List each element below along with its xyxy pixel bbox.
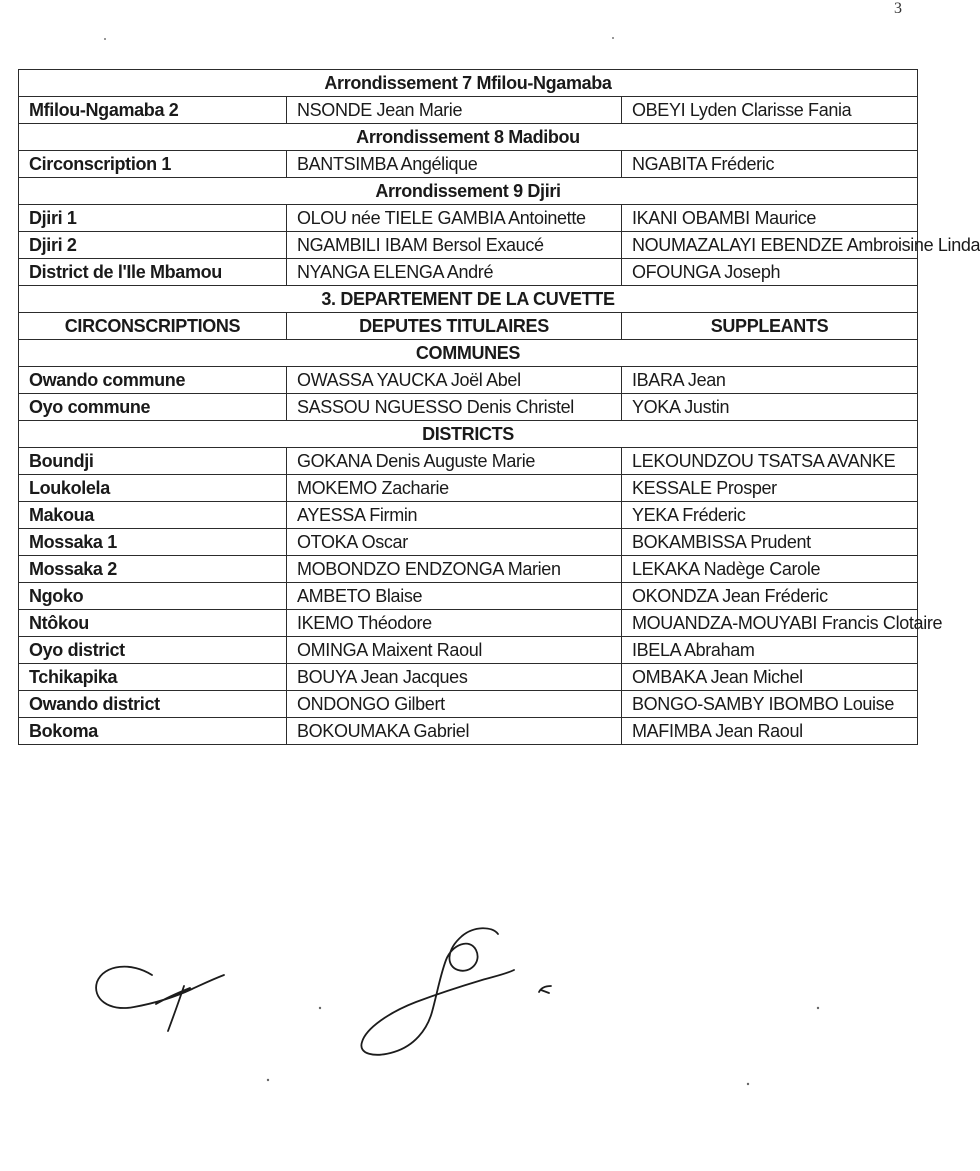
table-row — [19, 367, 918, 394]
column-header-titulaires: DEPUTES TITULAIRES — [287, 313, 622, 340]
circonscription-cell: Ngoko — [19, 583, 287, 610]
circonscription-cell: Owando commune — [19, 367, 287, 394]
table-row — [19, 394, 918, 421]
districts-heading: DISTRICTS — [19, 421, 918, 448]
suppleant-cell: BOKAMBISSA Prudent — [622, 529, 918, 556]
table-row — [19, 529, 918, 556]
arrondissement-9-heading: Arrondissement 9 Djiri — [19, 178, 918, 205]
column-header-suppleants: SUPPLEANTS — [622, 313, 918, 340]
circonscription-cell: Boundji — [19, 448, 287, 475]
table-row — [19, 718, 918, 745]
circonscription-cell: Circonscription 1 — [19, 151, 287, 178]
department-title-row — [19, 286, 918, 313]
suppleant-cell: MOUANDZA-MOUYABI Francis Clotaire — [622, 610, 918, 637]
signatures — [0, 900, 936, 1100]
circonscription-cell: District de l'Ile Mbamou — [19, 259, 287, 286]
suppleant-cell: OFOUNGA Joseph — [622, 259, 918, 286]
suppleant-cell: YOKA Justin — [622, 394, 918, 421]
suppleant-cell: LEKOUNDZOU TSATSA AVANKE — [622, 448, 918, 475]
circonscription-cell: Djiri 2 — [19, 232, 287, 259]
suppleant-cell: NGABITA Fréderic — [622, 151, 918, 178]
titulaire-cell: IKEMO Théodore — [287, 610, 622, 637]
suppleant-cell: IBELA Abraham — [622, 637, 918, 664]
titulaire-cell: NGAMBILI IBAM Bersol Exaucé — [287, 232, 622, 259]
suppleant-cell: LEKAKA Nadège Carole — [622, 556, 918, 583]
circonscription-cell: Loukolela — [19, 475, 287, 502]
signature-left — [96, 967, 224, 1031]
signature-tick — [539, 986, 551, 993]
circonscription-cell: Mfilou-Ngamaba 2 — [19, 97, 287, 124]
suppleant-cell: OMBAKA Jean Michel — [622, 664, 918, 691]
titulaire-cell: AMBETO Blaise — [287, 583, 622, 610]
table-row — [19, 610, 918, 637]
column-header-row — [19, 313, 918, 340]
arrondissement-7-heading: Arrondissement 7 Mfilou-Ngamaba — [19, 70, 918, 97]
signature-right — [361, 928, 514, 1055]
suppleant-cell: IBARA Jean — [622, 367, 918, 394]
section-heading-row — [19, 340, 918, 367]
suppleant-cell: OKONDZA Jean Fréderic — [622, 583, 918, 610]
department-title: 3. DEPARTEMENT DE LA CUVETTE — [19, 286, 918, 313]
scan-speck — [319, 1007, 321, 1009]
titulaire-cell: MOBONDZO ENDZONGA Marien — [287, 556, 622, 583]
table-row — [19, 556, 918, 583]
table-row — [19, 232, 918, 259]
suppleant-cell: IKANI OBAMBI Maurice — [622, 205, 918, 232]
table-row — [19, 97, 918, 124]
circonscription-cell: Owando district — [19, 691, 287, 718]
suppleant-cell: OBEYI Lyden Clarisse Fania — [622, 97, 918, 124]
titulaire-cell: GOKANA Denis Auguste Marie — [287, 448, 622, 475]
section-heading-row — [19, 70, 918, 97]
arrondissement-8-heading: Arrondissement 8 Madibou — [19, 124, 918, 151]
titulaire-cell: OMINGA Maixent Raoul — [287, 637, 622, 664]
table-row — [19, 448, 918, 475]
communes-heading: COMMUNES — [19, 340, 918, 367]
circonscription-cell: Mossaka 2 — [19, 556, 287, 583]
suppleant-cell: NOUMAZALAYI EBENDZE Ambroisine Linda — [622, 232, 918, 259]
suppleant-cell: YEKA Fréderic — [622, 502, 918, 529]
suppleant-cell: KESSALE Prosper — [622, 475, 918, 502]
titulaire-cell: BOKOUMAKA Gabriel — [287, 718, 622, 745]
circonscription-cell: Tchikapika — [19, 664, 287, 691]
titulaire-cell: NSONDE Jean Marie — [287, 97, 622, 124]
circonscription-cell: Djiri 1 — [19, 205, 287, 232]
suppleant-cell: MAFIMBA Jean Raoul — [622, 718, 918, 745]
table-row — [19, 475, 918, 502]
scan-speck — [104, 38, 106, 40]
scan-speck — [612, 37, 614, 39]
circonscription-cell: Oyo district — [19, 637, 287, 664]
titulaire-cell: OWASSA YAUCKA Joël Abel — [287, 367, 622, 394]
table-row — [19, 502, 918, 529]
table-row — [19, 583, 918, 610]
scan-speck — [817, 1007, 819, 1009]
titulaire-cell: OTOKA Oscar — [287, 529, 622, 556]
results-table — [18, 69, 980, 745]
titulaire-cell: AYESSA Firmin — [287, 502, 622, 529]
table-row — [19, 151, 918, 178]
page-number: 3 — [894, 0, 902, 17]
titulaire-cell: OLOU née TIELE GAMBIA Antoinette — [287, 205, 622, 232]
circonscription-cell: Makoua — [19, 502, 287, 529]
suppleant-cell: BONGO-SAMBY IBOMBO Louise — [622, 691, 918, 718]
titulaire-cell: BOUYA Jean Jacques — [287, 664, 622, 691]
circonscription-cell: Bokoma — [19, 718, 287, 745]
table-row — [19, 205, 918, 232]
section-heading-row — [19, 178, 918, 205]
titulaire-cell: SASSOU NGUESSO Denis Christel — [287, 394, 622, 421]
scan-speck — [267, 1079, 269, 1081]
titulaire-cell: BANTSIMBA Angélique — [287, 151, 622, 178]
table-row — [19, 637, 918, 664]
titulaire-cell: NYANGA ELENGA André — [287, 259, 622, 286]
table-row — [19, 691, 918, 718]
titulaire-cell: MOKEMO Zacharie — [287, 475, 622, 502]
section-heading-row — [19, 124, 918, 151]
titulaire-cell: ONDONGO Gilbert — [287, 691, 622, 718]
circonscription-cell: Mossaka 1 — [19, 529, 287, 556]
table-row — [19, 259, 918, 286]
column-header-circonscriptions: CIRCONSCRIPTIONS — [19, 313, 287, 340]
table-row — [19, 664, 918, 691]
circonscription-cell: Oyo commune — [19, 394, 287, 421]
section-heading-row — [19, 421, 918, 448]
scan-speck — [747, 1083, 749, 1085]
circonscription-cell: Ntôkou — [19, 610, 287, 637]
